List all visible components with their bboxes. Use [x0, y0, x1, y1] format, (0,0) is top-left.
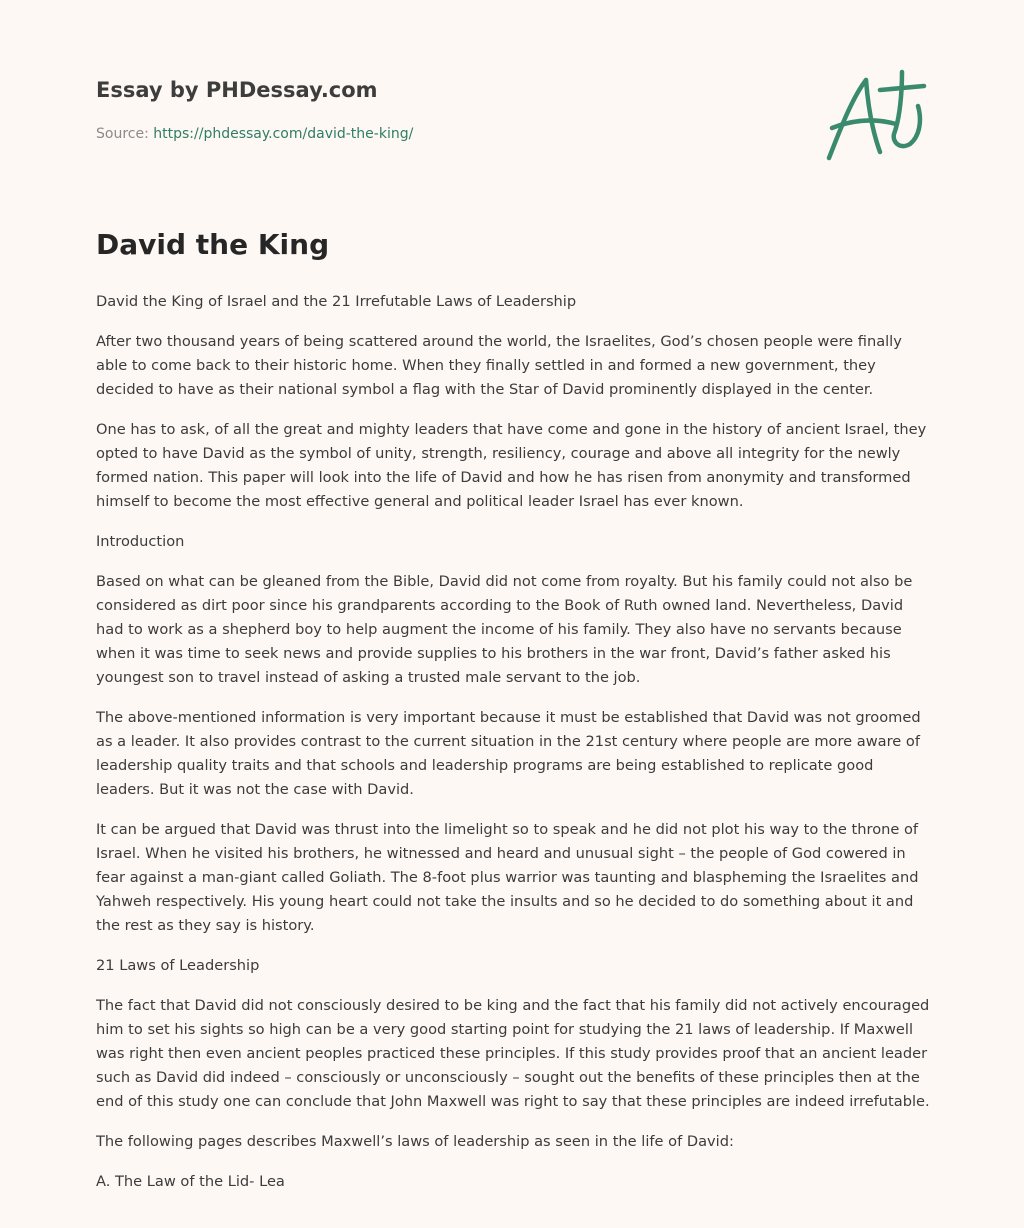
essay-paragraph: It can be argued that David was thrust into the limelight so to speak and he did not plot his way to the throne of Israel. When he visited his brothers, he witnessed and heard and unusual sight – the people of God cowered in fear against a man-giant called Goliath. The 8-foot plus warrior was taunting and blaspheming the Israelites and Yahweh respectively. His young heart could not take the insults and so he decided to do something about it and the rest as they say is history. [96, 821, 919, 934]
essay-header [96, 74, 413, 144]
essay-paragraph: Based on what can be gleaned from the Bible, David did not come from royalty. But his family could not also be considered as dirt poor since his grandparents according to the Book of Ruth owned land. Nevertheless, David had to work as a shepherd boy to help augment the income of his family. They also have no servants because when it was time to seek news and provide supplies to his brothers in the war front, David’s father asked his youngest son to travel instead of asking a trusted male servant to the job. [96, 573, 913, 686]
source-line [96, 124, 413, 144]
source-link[interactable]: https://phdessay.com/david-the-king/ [153, 126, 414, 142]
source-label: Source: [96, 126, 154, 142]
essay-paragraph: The above-mentioned information is very important because it must be established that David was not groomed as a leader. It also provides contrast to the current situation in the 21st century where people are more aware of leadership quality traits and that schools and leadership programs are being established to replicate good leaders. But it was not the case with David. [96, 709, 921, 798]
essay-paragraph: The following pages describes Maxwell’s laws of leadership as seen in the life of David: [96, 1133, 734, 1150]
a-plus-logo-icon [822, 68, 928, 164]
essay-title: David the King [96, 228, 330, 261]
essay-paragraph: The fact that David did not consciously desired to be king and the fact that his family did not actively encouraged him to set his sights so high can be a very good starting point for studying the 21 laws of leadership. If Maxwell was right then even ancient peoples practiced these principles. If this study provides proof that an ancient leader such as David did indeed – consciously or unconsciously – sought out the benefits of these principles then at the end of this study one can conclude that John Maxwell was right to say that these principles are indeed irrefutable. [96, 997, 930, 1110]
site-brand: Essay by PHDessay.com [96, 78, 378, 102]
section-heading-introduction: Introduction [96, 533, 185, 550]
essay-paragraph: David the King of Israel and the 21 Irrefutable Laws of Leadership [96, 293, 577, 310]
essay-paragraph-truncated: A. The Law of the Lid- Lea [96, 1173, 285, 1190]
section-heading-21-laws: 21 Laws of Leadership [96, 957, 260, 974]
essay-paragraph: After two thousand years of being scattered around the world, the Israelites, God’s chosen people were finally able to come back to their historic home. When they finally settled in and formed a new government, they decided to have as their national symbol a flag with the Star of David prominently displayed in the center. [96, 333, 902, 398]
essay-body [96, 222, 930, 1210]
essay-paragraph: One has to ask, of all the great and mighty leaders that have come and gone in the history of ancient Israel, they opted to have David as the symbol of unity, strength, resiliency, courage and above all integrity for the newly formed nation. This paper will look into the life of David and how he has risen from anonymity and transformed himself to become the most effective general and political leader Israel has ever known. [96, 421, 927, 510]
